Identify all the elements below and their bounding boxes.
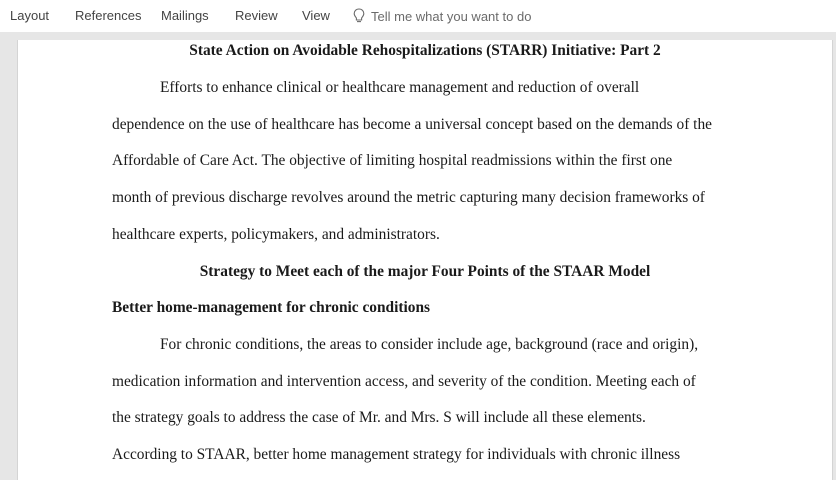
- paragraph-line: Efforts to enhance clinical or healthcare management and reduction of overall: [160, 79, 640, 96]
- tab-view[interactable]: View: [302, 8, 330, 23]
- tab-references[interactable]: References: [75, 8, 142, 23]
- paragraph-line: According to STAAR, better home management strategy for individuals with chronic illness: [112, 446, 681, 463]
- section-heading: Strategy to Meet each of the major Four Points of the STAAR Model: [199, 263, 651, 280]
- document-title: State Action on Avoidable Rehospitalizations (STARR) Initiative: Part 2: [189, 42, 661, 59]
- paragraph-line: healthcare experts, policymakers, and administrators.: [112, 226, 440, 243]
- tell-me-placeholder: Tell me what you want to do: [371, 8, 532, 24]
- paragraph-line: the strategy goals to address the case of Mr. and Mrs. S will include all these elements.: [112, 409, 646, 426]
- paragraph-line: For chronic conditions, the areas to consider include age, background (race and origin),: [160, 336, 699, 353]
- paragraph-line: medication information and intervention access, and severity of the condition. Meeting each of: [112, 373, 696, 390]
- document-area: [0, 32, 836, 471]
- tab-review[interactable]: Review: [235, 8, 278, 23]
- ribbon-bar: [0, 0, 836, 32]
- tab-mailings[interactable]: Mailings: [161, 8, 209, 23]
- document-page[interactable]: [18, 40, 832, 480]
- paragraph-line: Affordable of Care Act. The objective of limiting hospital readmissions within the first one: [112, 152, 673, 169]
- lightbulb-icon: [353, 8, 365, 24]
- paragraph-line: month of previous discharge revolves around the metric capturing many decision frameworks of: [112, 189, 705, 206]
- tab-layout[interactable]: Layout: [10, 8, 50, 23]
- subsection-heading: Better home-management for chronic conditions: [112, 299, 431, 316]
- tell-me-search[interactable]: [353, 8, 531, 24]
- paragraph-line: dependence on the use of healthcare has become a universal concept based on the demands of the: [112, 116, 712, 133]
